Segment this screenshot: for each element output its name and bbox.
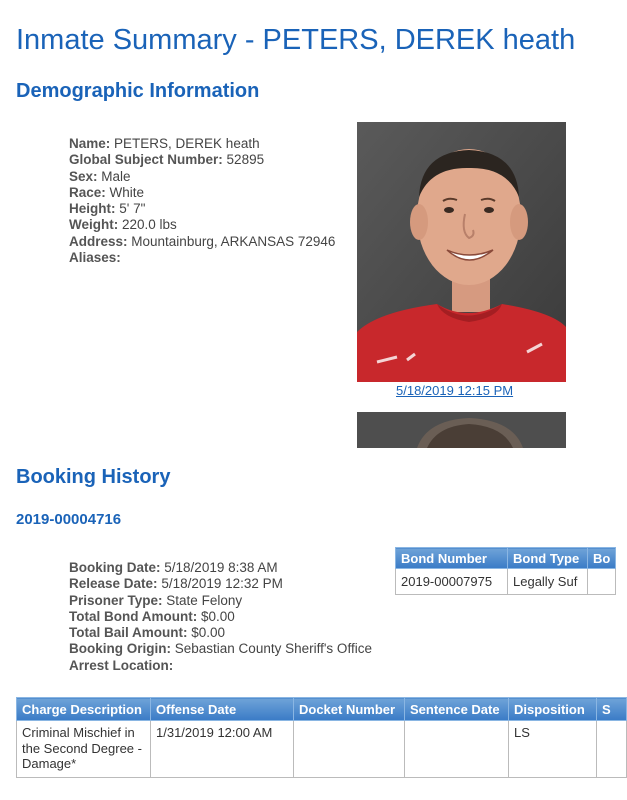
- charge-description-header[interactable]: Charge Description: [17, 698, 151, 721]
- booking-origin-value: Sebastian County Sheriff's Office: [174, 641, 372, 657]
- demographic-info: [69, 136, 335, 266]
- charge-table-wrapper: [16, 697, 611, 778]
- charge-table: [16, 697, 627, 778]
- subject-number-row: [69, 152, 335, 168]
- bond-table: [395, 547, 616, 595]
- demographic-heading: Demographic Information: [16, 80, 260, 102]
- mugshot-photo[interactable]: [357, 122, 566, 382]
- offense-date-cell: 1/31/2019 12:00 AM: [151, 721, 294, 778]
- address-row: [69, 234, 335, 250]
- offense-date-header[interactable]: Offense Date: [151, 698, 294, 721]
- bond-extra-header[interactable]: Bo: [588, 548, 616, 569]
- race-value: White: [109, 184, 145, 200]
- booking-date-label: Booking Date:: [69, 560, 161, 575]
- weight-value: 220.0 lbs: [122, 217, 177, 233]
- height-value: 5' 7": [119, 201, 146, 217]
- height-row: [69, 201, 335, 217]
- race-row: [69, 185, 335, 201]
- bond-type-cell: Legally Suf: [508, 569, 588, 595]
- release-date-row: [69, 576, 372, 592]
- bond-number-header[interactable]: Bond Number: [396, 548, 508, 569]
- weight-row: [69, 217, 335, 233]
- mugshot-image: [357, 122, 566, 382]
- prisoner-type-value: State Felony: [166, 592, 243, 608]
- subject-number-label: Global Subject Number:: [69, 152, 223, 168]
- sex-value: Male: [101, 168, 131, 184]
- booking-origin-label: Booking Origin:: [69, 641, 171, 657]
- total-bond-row: [69, 609, 372, 625]
- table-row: [17, 721, 627, 778]
- height-label: Height:: [69, 201, 116, 217]
- bond-type-header[interactable]: Bond Type: [508, 548, 588, 569]
- booking-number: 2019-00004716: [16, 511, 122, 528]
- arrest-location-row: [69, 658, 372, 674]
- sex-row: [69, 169, 335, 185]
- secondary-photo-image: [357, 412, 566, 448]
- aliases-row: [69, 250, 335, 266]
- total-bail-value: $0.00: [191, 625, 226, 641]
- booking-info: [69, 560, 372, 674]
- prisoner-type-row: [69, 593, 372, 609]
- sentence-date-header[interactable]: Sentence Date: [405, 698, 509, 721]
- aliases-label: Aliases:: [69, 250, 121, 266]
- extra-header[interactable]: S: [597, 698, 627, 721]
- bond-table-header: [396, 548, 616, 569]
- prisoner-type-label: Prisoner Type:: [69, 592, 163, 608]
- docket-number-cell: [294, 721, 405, 778]
- docket-number-header[interactable]: Docket Number: [294, 698, 405, 721]
- total-bail-row: [69, 625, 372, 641]
- secondary-photo[interactable]: [357, 412, 566, 448]
- total-bail-label: Total Bail Amount:: [69, 625, 188, 641]
- disposition-header[interactable]: Disposition: [509, 698, 597, 721]
- address-value: Mountainburg, ARKANSAS 72946: [131, 233, 336, 249]
- photo-date-link[interactable]: 5/18/2019 12:15 PM: [396, 383, 514, 398]
- name-row: [69, 136, 335, 152]
- address-label: Address:: [69, 233, 128, 249]
- name-value: PETERS, DEREK heath: [114, 136, 260, 151]
- race-label: Race:: [69, 184, 106, 200]
- weight-label: Weight:: [69, 217, 119, 233]
- sentence-date-cell: [405, 721, 509, 778]
- bond-table-wrapper: [395, 547, 611, 595]
- name-label: Name:: [69, 136, 111, 151]
- arrest-location-label: Arrest Location:: [69, 657, 174, 673]
- total-bond-value: $0.00: [200, 608, 235, 624]
- charge-description-cell: Criminal Mischief in the Second Degree - Damage*: [17, 721, 151, 778]
- bond-number-cell: 2019-00007975: [396, 569, 508, 595]
- booking-date-value: 5/18/2019 8:38 AM: [164, 560, 278, 575]
- booking-date-row: [69, 560, 372, 576]
- total-bond-label: Total Bond Amount:: [69, 608, 198, 624]
- extra-cell: [597, 721, 627, 778]
- release-date-label: Release Date:: [69, 576, 158, 592]
- booking-history-heading: Booking History: [16, 466, 171, 488]
- table-row: [396, 569, 616, 595]
- sex-label: Sex:: [69, 168, 98, 184]
- page-title: Inmate Summary - PETERS, DEREK heath: [16, 24, 576, 56]
- disposition-cell: LS: [509, 721, 597, 778]
- charge-table-header: [17, 698, 627, 721]
- subject-number-value: 52895: [226, 152, 265, 168]
- booking-origin-row: [69, 641, 372, 657]
- bond-extra-cell: [588, 569, 616, 595]
- release-date-value: 5/18/2019 12:32 PM: [161, 576, 283, 592]
